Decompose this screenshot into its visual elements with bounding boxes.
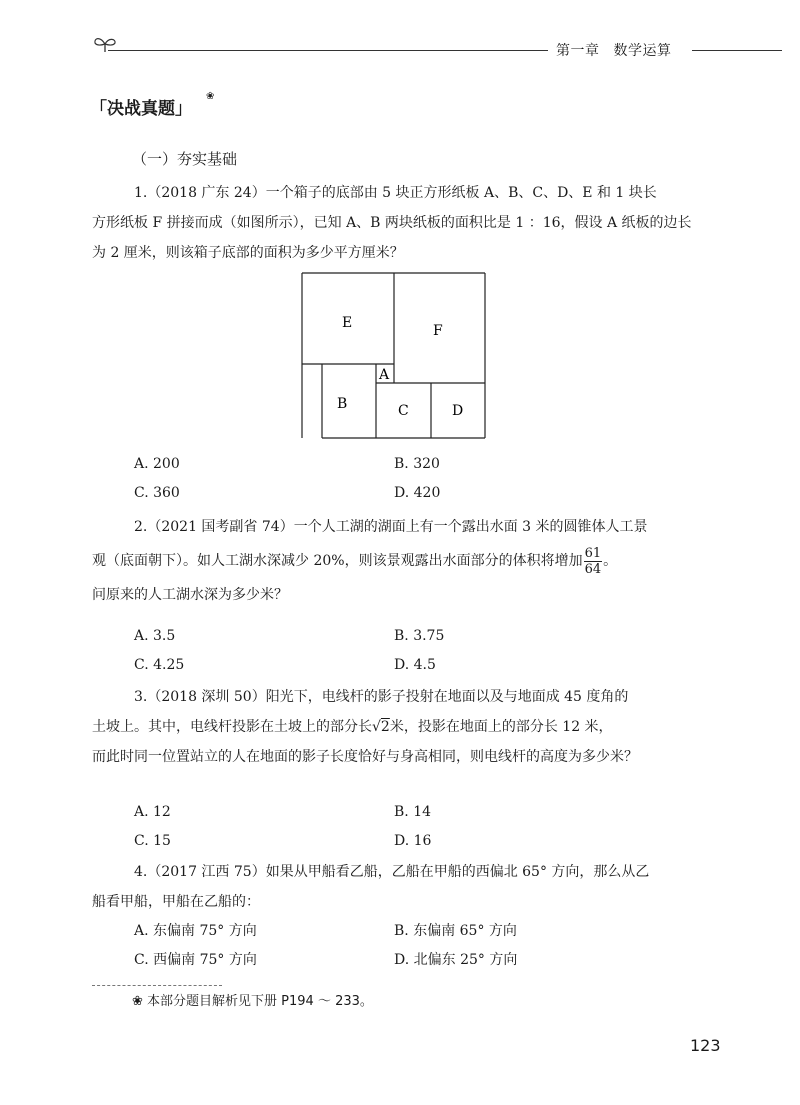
q2-option-b: B. 3.75 (394, 628, 445, 644)
figure-label-c: C (398, 403, 409, 419)
q2-option-c: C. 4.25 (134, 657, 185, 673)
question-4-rest: 船看甲船，甲船在乙船的： (92, 894, 260, 910)
figure-label-e: E (342, 315, 353, 331)
sqrt-symbol: √ (372, 719, 381, 735)
fraction (584, 546, 603, 577)
q3-option-a: A. 12 (134, 804, 171, 820)
section-title: 「决战真题」 (90, 99, 192, 119)
q1-option-d: D. 420 (394, 485, 441, 501)
header-rule-right (692, 50, 782, 51)
chapter-heading (556, 40, 672, 60)
q4-option-b: B. 东偏南 65° 方向 (394, 923, 517, 939)
question-2-line2-end: 。 (603, 553, 618, 569)
q4-option-a: A. 东偏南 75° 方向 (134, 923, 257, 939)
square-root (372, 712, 390, 742)
chapter-title: 数学运算 (613, 43, 672, 59)
q2-option-d: D. 4.5 (394, 657, 436, 673)
question-2-line2 (92, 542, 698, 580)
question-1-rest: 方形纸板 F 拼接而成（如图所示），已知 A、B 两块纸板的面积比是 1 ：16，假设 A 纸板的边长为 2 厘米，则该箱子底部的面积为多少平方厘米？ (92, 215, 692, 261)
question-3-line1: 3.（2018 深圳 50）阳光下，电线杆的影子投射在地面以及与地面成 45 度角的 (134, 689, 629, 705)
question-2-line2-text: 观（底面朝下）。如人工湖水深减少 20%，则该景观露出水面部分的体积将增加 (92, 553, 583, 569)
q1-option-c: C. 360 (134, 485, 180, 501)
footnote-text: 本部分题目解析见下册 P194 ～ 233。 (147, 994, 373, 1009)
question-1 (92, 178, 698, 268)
footnote (132, 990, 373, 1009)
flower-mark-icon: ❀ (206, 91, 215, 102)
figure-label-f: F (433, 323, 443, 339)
box-bottom-figure (300, 272, 490, 440)
q3-option-c: C. 15 (134, 833, 171, 849)
q1-option-a: A. 200 (134, 456, 180, 472)
question-2-line3: 问原来的人工湖水深为多少米？ (92, 587, 288, 603)
subsection-title: （一）夯实基础 (132, 150, 238, 168)
question-1-line1: 1.（2018 广东 24）一个箱子的底部由 5 块正方形纸板 A、B、C、D、E 和 1 块长 (134, 185, 657, 201)
flower-footnote-icon: ❀ (132, 994, 143, 1009)
header-rule-left (108, 50, 548, 51)
question-4-line1: 4.（2017 江西 75）如果从甲船看乙船，乙船在甲船的西偏北 65° 方向，那么从乙 (134, 864, 650, 880)
q2-option-a: A. 3.5 (134, 628, 176, 644)
q4-option-c: C. 西偏南 75° 方向 (134, 952, 257, 968)
question-2 (92, 512, 698, 610)
figure-label-d: D (452, 403, 464, 419)
q3-option-b: B. 14 (394, 804, 432, 820)
sprout-icon (92, 34, 118, 54)
question-4 (92, 857, 698, 917)
question-3-line2-end: 米，投影在地面上的部分长 12 米， (389, 719, 613, 735)
sqrt-radicand: 2 (380, 719, 390, 735)
question-3-rest: 而此时同一位置站立的人在地面的影子长度恰好与身高相同，则电线杆的高度为多少米？ (92, 749, 638, 765)
fraction-numerator: 61 (584, 545, 602, 561)
question-3-line2 (92, 712, 698, 742)
question-3-line2-text: 土坡上。其中，电线杆投影在土坡上的部分长 (92, 719, 372, 735)
footnote-rule (92, 985, 222, 986)
figure-label-b: B (337, 396, 348, 412)
question-2-line1: 2.（2021 国考副省 74）一个人工湖的湖面上有一个露出水面 3 米的圆锥体人工景 (134, 519, 648, 535)
fraction-denominator: 64 (584, 561, 602, 577)
page-number: 123 (690, 1036, 721, 1055)
q4-option-d: D. 北偏东 25° 方向 (394, 952, 518, 968)
q3-option-d: D. 16 (394, 833, 432, 849)
question-3 (92, 682, 698, 772)
figure-label-a: A (379, 367, 390, 383)
chapter-number: 第一章 (556, 43, 600, 59)
q1-option-b: B. 320 (394, 456, 440, 472)
